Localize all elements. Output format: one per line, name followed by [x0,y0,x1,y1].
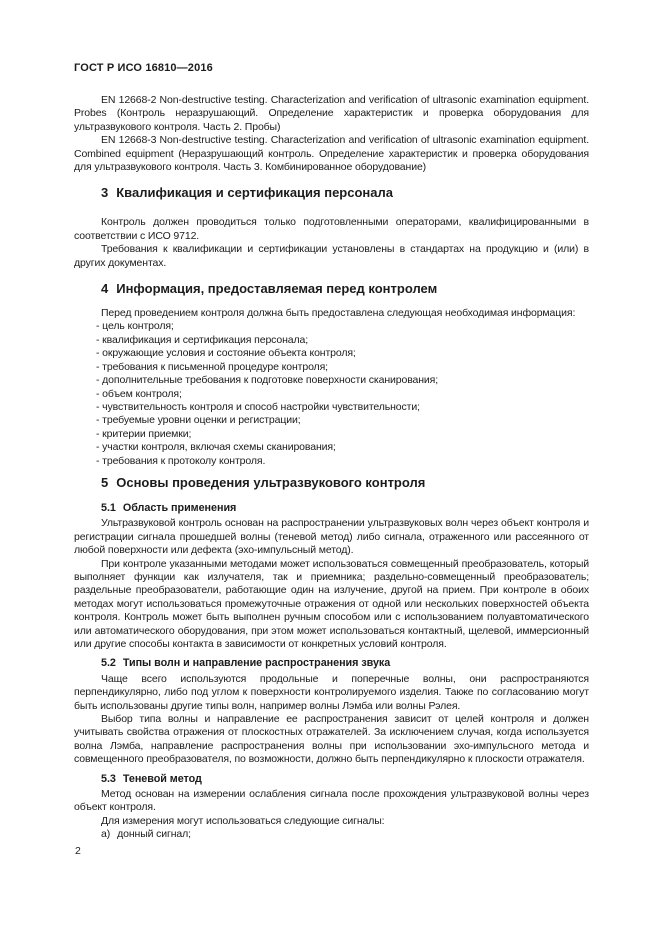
reference-paragraph: EN 12668-3 Non-destructive testing. Characterization and verification of ultrasonic examination equipment. Combined equipment (Неразрушающий контроль. Определение характеристик и проверка оборудования для ультразвукового контроля. Часть 3. Комбинированное оборудование) [74,134,589,174]
item-a-text: донный сигнал; [117,828,191,841]
section-5-2-heading [101,657,589,670]
section-3-paragraph: Требования к квалификации и сертификации установлены в стандартах на продукцию и (или) в других документах. [74,243,589,269]
section-5-1-number: 5.1 [101,501,116,514]
section-5-1-paragraph: Ультразвуковой контроль основан на распространении ультразвуковых волн через объект контроля и регистрации сигнала прошедшей волны (теневой метод) либо сигнала, отраженного или рассеянного от любой поверхности или дефекта (эхо-импульсный метод). [74,517,589,557]
information-list [74,320,589,467]
section-5-3-title-text: Теневой метод [122,772,202,785]
section-3-heading [101,186,589,200]
page-number: 2 [75,845,81,857]
section-5-3-paragraph: Для измерения могут использоваться следующие сигналы: [101,814,385,827]
section-5-1-title-text: Область применения [122,501,237,514]
section-5-heading [101,476,589,490]
item-a-marker: а) [101,828,111,841]
section-4-number: 4 [101,281,109,297]
section-5-1-heading [101,502,589,515]
list-item: - квалификация и сертификация персонала; [96,333,309,346]
section-5-2-paragraph: Чаще всего используются продольные и поперечные волны, они распространяются перпендикулярно, либо под углом к поверхности контролируемого изделия. Также по согласованию могут быть использованы другие типы волн, например волны Лэмба или волны Рэлея. [74,672,589,712]
section-5-3-heading [101,773,589,786]
section-5-3-number: 5.3 [101,772,116,785]
section-3-paragraph: Контроль должен проводиться только подготовленными операторами, квалифицированными в соответствии с ИСО 9712. [74,216,589,242]
list-item: - требования к письменной процедуре контроля; [96,360,328,373]
list-item: - критерии приемки; [96,427,192,440]
section-5-2-title-text: Типы волн и направление распространения звука [122,657,391,670]
section-5-2-paragraph: Выбор типа волны и направление ее распространения зависит от целей контроля и должен учитывать свойства отражения от плоскостных отражателей. За исключением случая, когда используется волна Лэмба, направление распространения волны при использовании эхо-импульсного метода и совмещенного преобразователя, по возможности, должно быть перпендикулярно к плоскости отражателя. [74,713,589,766]
section-4-title-text: Информация, предоставляемая перед контролем [116,281,438,297]
section-5-3-paragraph: Метод основан на измерении ослабления сигнала после прохождения ультразвуковой волны через объект контроля. [74,788,589,814]
list-item: - требуемые уровни оценки и регистрации; [96,414,301,427]
list-item: - требования к протоколу контроля. [96,454,266,467]
list-item: - дополнительные требования к подготовке поверхности сканирования; [96,374,439,387]
section-4-heading [101,282,589,296]
list-item: - цель контроля; [96,320,174,333]
section-5-1-paragraph: При контроле указанными методами может использоваться совмещенный преобразователь, который выполняет функции как излучателя, так и приемника; раздельно-совмещенный преобразователь; раздельные преобразователи, работающие один на излучение, другой на прием. При контроле в обоих методах могут использоваться промежуточные отражения от одной или нескольких поверхностей объекта контроля. Контроль может быть выполнен ручным способом или с использованием полуавтоматического или автоматического оборудования, при этом может использоваться контактный, щелевой, иммерсионный или другие способы контакта в зависимости от конкретных условий контроля. [74,557,589,650]
section-5-2-number: 5.2 [101,657,116,670]
section-4-intro: Перед проведением контроля должна быть предоставлена следующая необходимая информация: [101,307,576,320]
running-header-doc-code: ГОСТ Р ИСО 16810—2016 [74,62,213,74]
list-item: - окружающие условия и состояние объекта контроля; [96,347,356,360]
reference-paragraph: EN 12668-2 Non-destructive testing. Characterization and verification of ultrasonic examination equipment. Probes (Контроль неразрушающий. Определение характеристик и проверка оборудования для ультразвукового контроля. Часть 2. Пробы) [74,94,589,133]
section-5-number: 5 [101,474,109,490]
list-item: - участки контроля, включая схемы сканирования; [96,441,336,454]
list-item: - чувствительность контроля и способ настройки чувствительности; [96,400,420,413]
section-3-title-text: Квалификация и сертификация персонала [116,185,393,201]
section-3-number: 3 [101,185,109,201]
section-5-title-text: Основы проведения ультразвукового контроля [116,474,426,490]
list-item: - объем контроля; [96,387,182,400]
signal-list-item-a [74,828,589,841]
